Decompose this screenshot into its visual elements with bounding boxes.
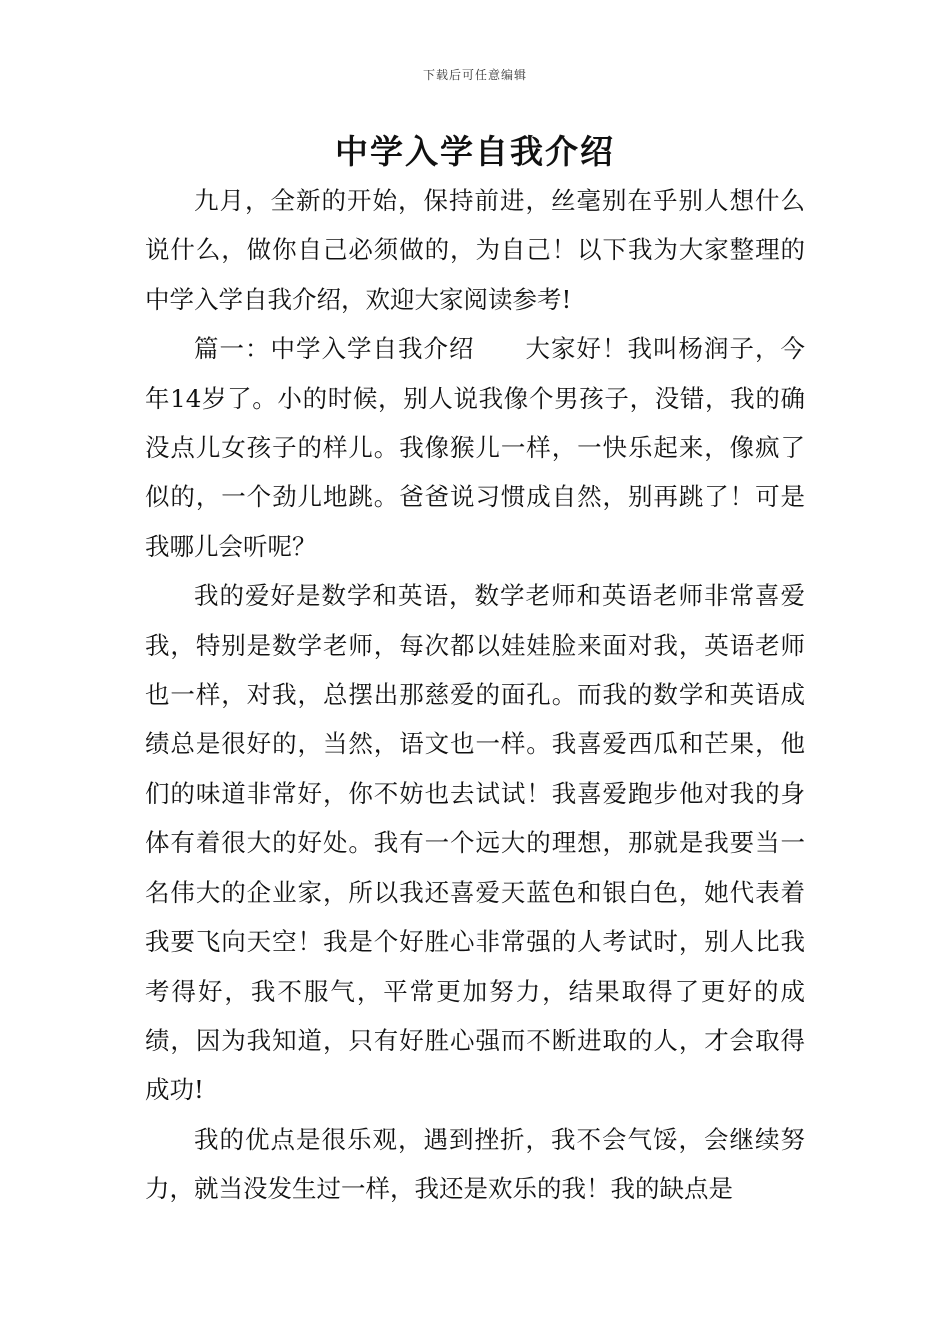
paragraph-1: 九月，全新的开始，保持前进，丝毫别在乎别人想什么说什么，做你自己必须做的，为自己！以下我为大家整理的中学入学自我介绍，欢迎大家阅读参考!	[145, 186, 805, 314]
page-title: 中学入学自我介绍	[335, 132, 615, 171]
paragraph-3: 我的爱好是数学和英语，数学老师和英语老师非常喜爱我，特别是数学老师，每次都以娃娃脸来面对我，英语老师也一样，对我，总摆出那慈爱的面孔。而我的数学和英语成绩总是很好的，当然，语文也一样。我喜爱西瓜和芒果，他们的味道非常好，你不妨也去试试！我喜爱跑步他对我的身体有着很大的好处。我有一个远大的理想，那就是我要当一名伟大的企业家，所以我还喜爱天蓝色和银白色，她代表着我要飞向天空！我是个好胜心非常强的人考试时，别人比我考得好，我不服气，平常更加努力，结果取得了更好的成绩，因为我知道，只有好胜心强而不断进取的人，才会取得成功!	[145, 581, 805, 1105]
header-note: 下载后可任意编辑	[422, 68, 527, 82]
document-body	[145, 176, 805, 1214]
paragraph-4: 我的优点是很乐观，遇到挫折，我不会气馁，会继续努力，就当没发生过一样，我还是欢乐的我！我的缺点是	[145, 1124, 805, 1204]
paragraph-2: 篇一：中学入学自我介绍 大家好！我叫杨润子，今年14岁了。小的时候，别人说我像个男孩子，没错，我的确没点儿女孩子的样儿。我像猴儿一样，一快乐起来，像疯了似的，一个劲儿地跳。爸爸说习惯成自然，别再跳了！可是我哪儿会听呢？	[145, 334, 805, 561]
